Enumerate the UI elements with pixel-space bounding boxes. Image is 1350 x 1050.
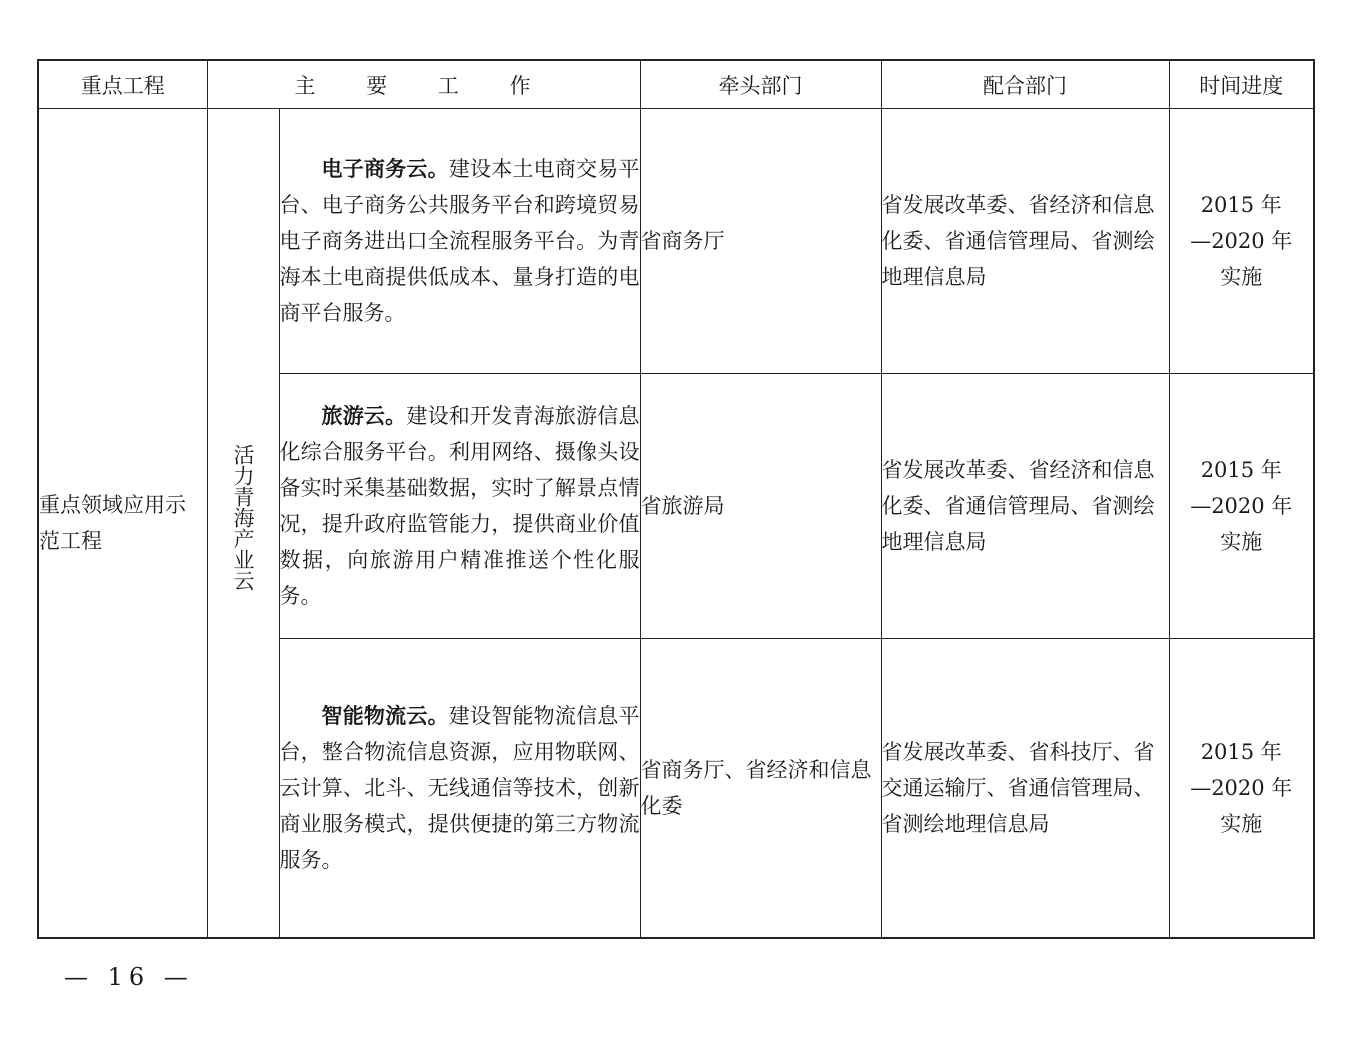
work-cell — [279, 374, 640, 639]
header-row — [38, 60, 1314, 109]
work-title: 电子商务云。 — [321, 156, 449, 181]
cooperating-dept: 省发展改革委、省经济和信息化委、省通信管理局、省测绘地理信息局 — [881, 109, 1169, 374]
work-description: 建设本土电商交易平台、电子商务公共服务平台和跨境贸易电子商务进出口全流程服务平台。为青海本土电商提供低成本、量身打造的电商平台服务。 — [279, 157, 640, 325]
work-title: 智能物流云。 — [321, 702, 449, 728]
work-description: 建设和开发青海旅游信息化综合服务平台。利用网络、摄像头设备实时采集基础数据，实时了解景点情况，提升政府监管能力，提供商业价值数据，向旅游用户精准推送个性化服务。 — [279, 404, 640, 608]
project-name: 重点领域应用示范工程 — [38, 109, 207, 938]
table-row — [38, 109, 1314, 374]
header-project: 重点工程 — [38, 60, 207, 109]
work-title: 旅游云。 — [321, 403, 407, 428]
work-cell — [279, 639, 640, 938]
schedule: 2015 年 —2020 年 实施 — [1169, 109, 1314, 374]
category-cell — [207, 109, 279, 938]
lead-dept: 省商务厅 — [640, 109, 881, 374]
lead-dept: 省商务厅、省经济和信息化委 — [640, 639, 881, 938]
header-lead-dept: 牵头部门 — [640, 60, 881, 109]
cooperating-dept: 省发展改革委、省经济和信息化委、省通信管理局、省测绘地理信息局 — [881, 374, 1169, 639]
header-schedule: 时间进度 — [1169, 60, 1314, 109]
page-number: — 16 — — [64, 963, 194, 991]
header-cooperating-dept: 配合部门 — [881, 60, 1169, 109]
work-cell — [279, 109, 640, 374]
project-table — [37, 59, 1315, 939]
cooperating-dept: 省发展改革委、省科技厅、省交通运输厅、省通信管理局、省测绘地理信息局 — [881, 639, 1169, 938]
work-description: 建设智能物流信息平台，整合物流信息资源，应用物联网、云计算、北斗、无线通信等技术，创新商业服务模式，提供便捷的第三方物流服务。 — [279, 703, 640, 872]
category-label: 活力青海产业云 — [231, 443, 255, 591]
header-work: 主 要 工 作 — [207, 60, 640, 109]
lead-dept: 省旅游局 — [640, 374, 881, 639]
schedule: 2015 年 —2020 年 实施 — [1169, 374, 1314, 639]
schedule: 2015 年 —2020 年 实施 — [1169, 639, 1314, 938]
